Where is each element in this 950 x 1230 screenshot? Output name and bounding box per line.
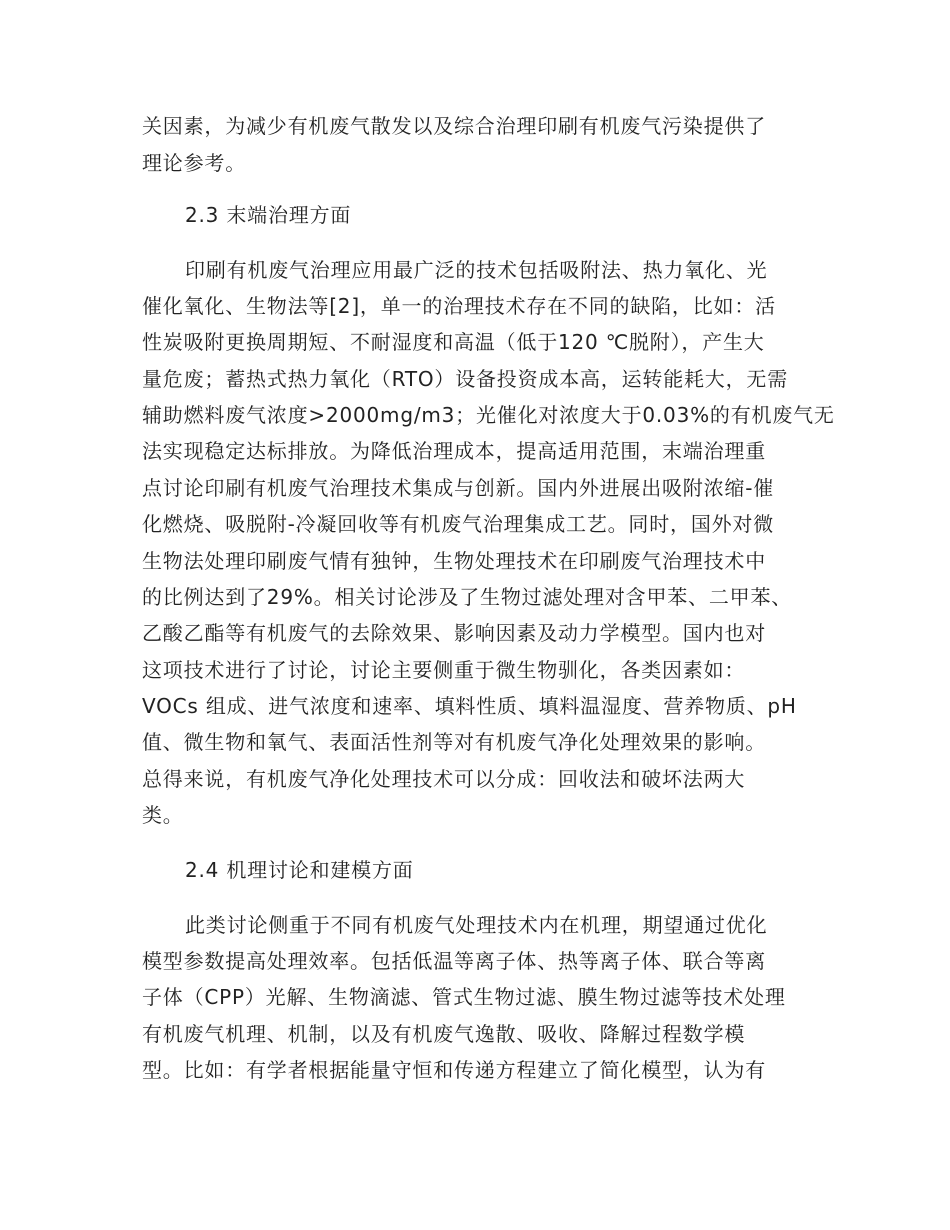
paragraph-line: 法实现稳定达标排放。为降低治理成本，提高适用范围，末端治理重 bbox=[142, 439, 766, 463]
paragraph-line: 乙酸乙酯等有机废气的去除效果、影响因素及动力学模型。国内也对 bbox=[142, 621, 766, 645]
paragraph-line: 值、微生物和氧气、表面活性剂等对有机废气净化处理效果的影响。 bbox=[142, 730, 766, 754]
paragraph-line: 这项技术进行了讨论，讨论主要侧重于微生物驯化，各类因素如： bbox=[142, 658, 746, 682]
paragraph-line: 生物法处理印刷废气情有独钟，生物处理技术在印刷废气治理技术中 bbox=[142, 549, 766, 573]
paragraph-line: 理论参考。 bbox=[142, 151, 246, 175]
paragraph-line: 此类讨论侧重于不同有机废气处理技术内在机理，期望通过优化 bbox=[185, 913, 768, 937]
paragraph-line: 子体（CPP）光解、生物滴滤、管式生物过滤、膜生物过滤等技术处理 bbox=[142, 985, 786, 1009]
paragraph-line: 印刷有机废气治理应用最广泛的技术包括吸附法、热力氧化、光 bbox=[185, 258, 768, 282]
paragraph-line: 型。比如：有学者根据能量守恒和传递方程建立了简化模型，认为有 bbox=[142, 1058, 766, 1082]
paragraph-line: 的比例达到了29%。相关讨论涉及了生物过滤处理对含甲苯、二甲苯、 bbox=[142, 585, 793, 609]
paragraph-line: 点讨论印刷有机废气治理技术集成与创新。国内外进展出吸附浓缩-催 bbox=[142, 476, 775, 500]
section-heading: 2.4 机理讨论和建模方面 bbox=[185, 858, 414, 882]
paragraph-line: 辅助燃料废气浓度>2000mg/m3；光催化对浓度大于0.03%的有机废气无 bbox=[142, 403, 835, 427]
paragraph-line: 模型参数提高处理效率。包括低温等离子体、热等离子体、联合等离 bbox=[142, 949, 766, 973]
paragraph-line: 关因素，为减少有机废气散发以及综合治理印刷有机废气污染提供了 bbox=[142, 114, 766, 138]
paragraph-line: 总得来说，有机废气净化处理技术可以分成：回收法和破坏法两大 bbox=[142, 767, 746, 791]
paragraph-line: 量危废；蓄热式热力氧化（RTO）设备投资成本高，运转能耗大，无需 bbox=[142, 367, 788, 391]
paragraph-line: 化燃烧、吸脱附-冷凝回收等有机废气治理集成工艺。同时，国外对微 bbox=[142, 512, 775, 536]
paragraph-line: 类。 bbox=[142, 803, 184, 827]
paragraph-line: 有机废气机理、机制，以及有机废气逸散、吸收、降解过程数学模 bbox=[142, 1022, 746, 1046]
paragraph-line: 催化氧化、生物法等[2]，单一的治理技术存在不同的缺陷，比如：活 bbox=[142, 294, 776, 318]
paragraph-line: VOCs 组成、进气浓度和速率、填料性质、填料温湿度、营养物质、pH bbox=[142, 694, 797, 718]
section-heading: 2.3 末端治理方面 bbox=[185, 203, 352, 227]
paragraph-line: 性炭吸附更换周期短、不耐湿度和高温（低于120 ℃脱附），产生大 bbox=[142, 330, 765, 354]
